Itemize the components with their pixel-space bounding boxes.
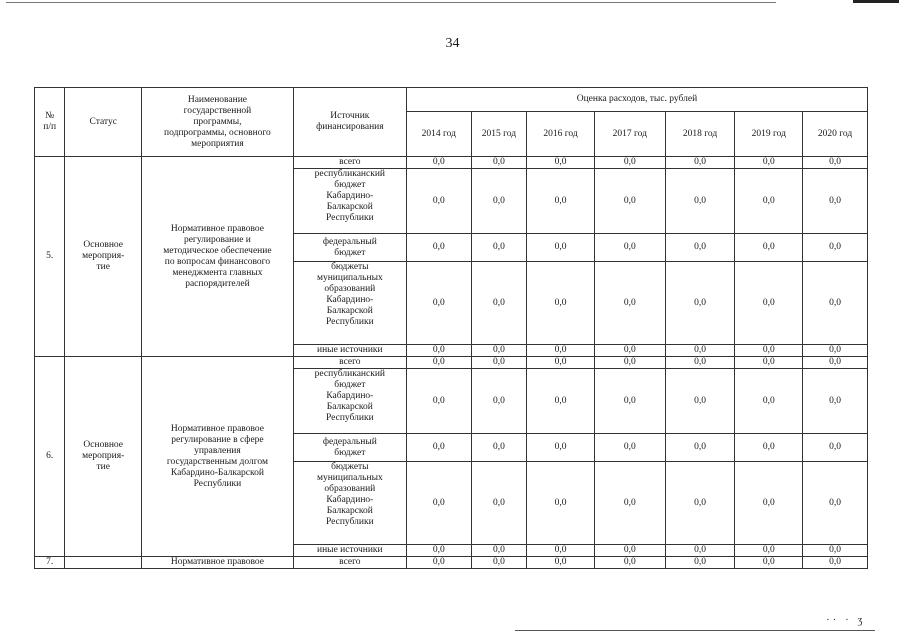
amount-cell: 0,0 [594, 369, 665, 434]
amount-cell: 0,0 [527, 357, 595, 369]
amount-cell: 0,0 [406, 262, 471, 345]
amount-cell: 0,0 [471, 557, 527, 569]
scan-line-bottom [515, 630, 875, 631]
year-header: 2016 год [527, 112, 595, 157]
funding-source: республиканский бюджет Кабардино- Балкарской Республики [293, 169, 406, 234]
amount-cell: 0,0 [471, 462, 527, 545]
amount-cell: 0,0 [803, 462, 868, 545]
header-name: Наименование государственной программы, подпрограммы, основного мероприятия [142, 88, 294, 157]
table-row [35, 157, 868, 169]
scan-marks: ·· · ʒ [826, 614, 866, 626]
section-num: 5. [35, 157, 65, 357]
amount-cell: 0,0 [471, 234, 527, 262]
amount-cell: 0,0 [471, 169, 527, 234]
amount-cell: 0,0 [803, 434, 868, 462]
amount-cell: 0,0 [527, 369, 595, 434]
amount-cell: 0,0 [594, 262, 665, 345]
amount-cell: 0,0 [735, 157, 803, 169]
amount-cell: 0,0 [665, 369, 735, 434]
funding-source: республиканский бюджет Кабардино- Балкарской Республики [293, 369, 406, 434]
year-header: 2014 год [406, 112, 471, 157]
amount-cell: 0,0 [527, 462, 595, 545]
amount-cell: 0,0 [471, 357, 527, 369]
funding-source: всего [293, 357, 406, 369]
amount-cell: 0,0 [527, 345, 595, 357]
amount-cell: 0,0 [735, 369, 803, 434]
amount-cell: 0,0 [803, 169, 868, 234]
amount-cell: 0,0 [665, 345, 735, 357]
amount-cell: 0,0 [527, 434, 595, 462]
amount-cell: 0,0 [406, 357, 471, 369]
amount-cell: 0,0 [471, 345, 527, 357]
amount-cell: 0,0 [735, 169, 803, 234]
amount-cell: 0,0 [665, 357, 735, 369]
amount-cell: 0,0 [594, 169, 665, 234]
funding-source: бюджеты муниципальных образований Кабардино- Балкарской Республики [293, 262, 406, 345]
amount-cell: 0,0 [803, 157, 868, 169]
amount-cell: 0,0 [594, 234, 665, 262]
amount-cell: 0,0 [527, 157, 595, 169]
amount-cell: 0,0 [803, 345, 868, 357]
header-num: № п/п [35, 88, 65, 157]
section-name: Нормативное правовое [142, 557, 294, 569]
amount-cell: 0,0 [803, 234, 868, 262]
amount-cell: 0,0 [594, 345, 665, 357]
amount-cell: 0,0 [594, 357, 665, 369]
year-header: 2017 год [594, 112, 665, 157]
funding-source: иные источники [293, 345, 406, 357]
amount-cell: 0,0 [594, 545, 665, 557]
funding-source: федеральный бюджет [293, 434, 406, 462]
amount-cell: 0,0 [406, 345, 471, 357]
amount-cell: 0,0 [527, 545, 595, 557]
page-number: 34 [445, 36, 460, 51]
amount-cell: 0,0 [406, 434, 471, 462]
table-body [35, 157, 868, 569]
section-status [65, 557, 142, 569]
amount-cell: 0,0 [665, 262, 735, 345]
header-source: Источник финансирования [293, 88, 406, 157]
section-name: Нормативное правовое регулирование и методическое обеспечение по вопросам финансового менеджмента главных распорядителей [142, 157, 294, 357]
amount-cell: 0,0 [594, 462, 665, 545]
amount-cell: 0,0 [735, 262, 803, 345]
year-header: 2019 год [735, 112, 803, 157]
amount-cell: 0,0 [406, 234, 471, 262]
amount-cell: 0,0 [735, 545, 803, 557]
amount-cell: 0,0 [594, 157, 665, 169]
amount-cell: 0,0 [665, 157, 735, 169]
year-header: 2015 год [471, 112, 527, 157]
amount-cell: 0,0 [665, 462, 735, 545]
amount-cell: 0,0 [527, 557, 595, 569]
amount-cell: 0,0 [527, 169, 595, 234]
budget-table [34, 87, 868, 569]
amount-cell: 0,0 [803, 262, 868, 345]
amount-cell: 0,0 [406, 557, 471, 569]
amount-cell: 0,0 [527, 262, 595, 345]
amount-cell: 0,0 [406, 169, 471, 234]
amount-cell: 0,0 [471, 262, 527, 345]
amount-cell: 0,0 [527, 234, 595, 262]
table-row [35, 557, 868, 569]
header-status: Статус [65, 88, 142, 157]
table-row [35, 357, 868, 369]
section-name: Нормативное правовое регулирование в сфере управления государственным долгом Кабардино-Балкарской Республики [142, 357, 294, 557]
funding-source: всего [293, 557, 406, 569]
amount-cell: 0,0 [471, 434, 527, 462]
amount-cell: 0,0 [803, 557, 868, 569]
amount-cell: 0,0 [665, 169, 735, 234]
scan-line-top [6, 2, 776, 3]
amount-cell: 0,0 [406, 545, 471, 557]
amount-cell: 0,0 [406, 369, 471, 434]
funding-source: федеральный бюджет [293, 234, 406, 262]
amount-cell: 0,0 [471, 369, 527, 434]
amount-cell: 0,0 [803, 369, 868, 434]
funding-source: всего [293, 157, 406, 169]
amount-cell: 0,0 [735, 234, 803, 262]
amount-cell: 0,0 [665, 434, 735, 462]
section-num: 7. [35, 557, 65, 569]
funding-source: иные источники [293, 545, 406, 557]
scan-mark [853, 0, 899, 3]
amount-cell: 0,0 [665, 234, 735, 262]
year-header: 2018 год [665, 112, 735, 157]
amount-cell: 0,0 [594, 434, 665, 462]
amount-cell: 0,0 [471, 545, 527, 557]
amount-cell: 0,0 [735, 557, 803, 569]
amount-cell: 0,0 [803, 545, 868, 557]
section-status: Основное мероприя- тие [65, 357, 142, 557]
year-header: 2020 год [803, 112, 868, 157]
amount-cell: 0,0 [406, 462, 471, 545]
amount-cell: 0,0 [735, 357, 803, 369]
amount-cell: 0,0 [406, 157, 471, 169]
amount-cell: 0,0 [665, 557, 735, 569]
amount-cell: 0,0 [735, 434, 803, 462]
amount-cell: 0,0 [735, 462, 803, 545]
header-estimate: Оценка расходов, тыс. рублей [406, 88, 867, 112]
amount-cell: 0,0 [594, 557, 665, 569]
section-num: 6. [35, 357, 65, 557]
amount-cell: 0,0 [735, 345, 803, 357]
section-status: Основное мероприя- тие [65, 157, 142, 357]
amount-cell: 0,0 [665, 545, 735, 557]
amount-cell: 0,0 [803, 357, 868, 369]
funding-source: бюджеты муниципальных образований Кабардино- Балкарской Республики [293, 462, 406, 545]
amount-cell: 0,0 [471, 157, 527, 169]
table-header [35, 88, 868, 157]
